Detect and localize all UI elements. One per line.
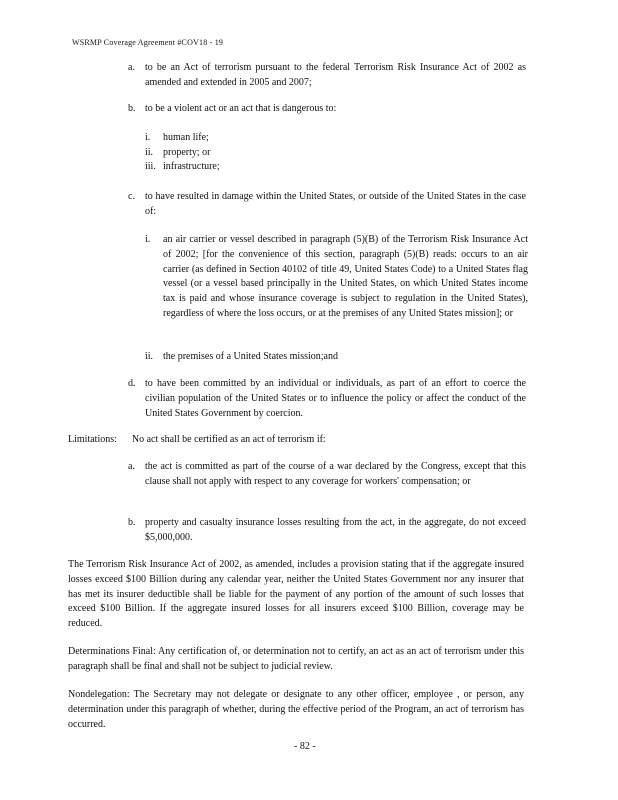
page-number: - 82 -: [294, 741, 316, 752]
item-text: property and casualty insurance losses resulting from the act, in the aggregate, do not exceed $5,000,000.: [145, 517, 526, 543]
sub-item-label: iii.: [145, 161, 156, 172]
tria-cap-paragraph: The Terrorism Risk Insurance Act of 2002, as amended, includes a provision stating that if the aggregate insured losses exceed $100 Billion during any calendar year, neither the United States Government nor any insurer that has met its insurer deductible shall be liable for the payment of any portion of the amount of such losses that exceed $100 Billion. If the aggregate insured losses for all insurers exceed $100 Billion, coverage may be reduced.: [68, 559, 524, 630]
nondelegation-paragraph: Nondelegation: The Secretary may not delegate or designate to any other officer, employee , or person, any determination under this paragraph of whether, during the effective period of the Program, an act of terrorism has occurred.: [68, 689, 524, 730]
limitation-item-b: [128, 516, 526, 546]
item-text: to be an Act of terrorism pursuant to the federal Terrorism Risk Insurance Act of 2002 as amended and extended in 2005 and 2007;: [145, 62, 526, 88]
item-label: b.: [128, 103, 136, 114]
item-text: to have been committed by an individual or individuals, as part of an effort to coerce the civilian population of the United States or to influence the policy or affect the conduct of the United States Government by coercion.: [145, 378, 526, 419]
sub-item-b-iii: [145, 160, 528, 175]
item-label: c.: [128, 191, 135, 202]
limitations-heading: Limitations:: [68, 434, 117, 445]
item-text: to be a violent act or an act that is dangerous to:: [145, 103, 337, 114]
sub-item-text: human life;: [163, 132, 209, 143]
sub-item-c-ii: [145, 350, 528, 365]
item-text: to have resulted in damage within the United States, or outside of the United States in the case of:: [145, 191, 526, 217]
item-label: d.: [128, 378, 136, 389]
sub-item-label: ii.: [145, 351, 154, 362]
limitation-item-a: [128, 460, 526, 490]
item-label: b.: [128, 517, 136, 528]
definition-item-c: [128, 190, 526, 220]
limitations-intro: No act shall be certified as an act of terrorism if:: [131, 434, 326, 445]
definition-item-d: [128, 377, 526, 421]
sub-item-c-i: [145, 233, 528, 322]
limitations-heading-line: [68, 433, 326, 448]
definition-item-a: [128, 61, 526, 91]
sub-item-text: property; or: [163, 147, 211, 158]
definition-item-b: [128, 102, 526, 117]
determinations-paragraph: Determinations Final: Any certification of, or determination not to certify, an act as an act of terrorism under this paragraph shall be final and shall not be subject to judicial review.: [68, 646, 524, 672]
document-header: WSRMP Coverage Agreement #COV18 - 19: [72, 38, 224, 47]
sub-item-text: an air carrier or vessel described in paragraph (5)(B) of the Terrorism Risk Insurance Act of 2002; [for the convenience of this section, paragraph (5)(B) reads: occurs to an air carrier (as defined in Section 40102 of title 49, United States Code) to a United States flag vessel (or a vessel based principally in the United States, on which United States income tax is paid and whose insurance coverage is subject to regulation in the United States), regardless of where the loss occurs, or at the premises of any United States mission]; or: [163, 234, 528, 319]
sub-item-label: i.: [145, 234, 151, 245]
item-label: a.: [128, 62, 135, 73]
sub-item-text: the premises of a United States mission;and: [163, 351, 338, 362]
sub-item-b-i: [145, 131, 528, 146]
sub-item-label: ii.: [145, 147, 154, 158]
sub-item-b-ii: [145, 146, 528, 161]
sub-item-label: i.: [145, 132, 151, 143]
item-text: the act is committed as part of the course of a war declared by the Congress, except that this clause shall not apply with respect to any coverage for workers' compensation; or: [145, 461, 526, 487]
sub-item-text: infrastructure;: [163, 161, 220, 172]
item-label: a.: [128, 461, 135, 472]
